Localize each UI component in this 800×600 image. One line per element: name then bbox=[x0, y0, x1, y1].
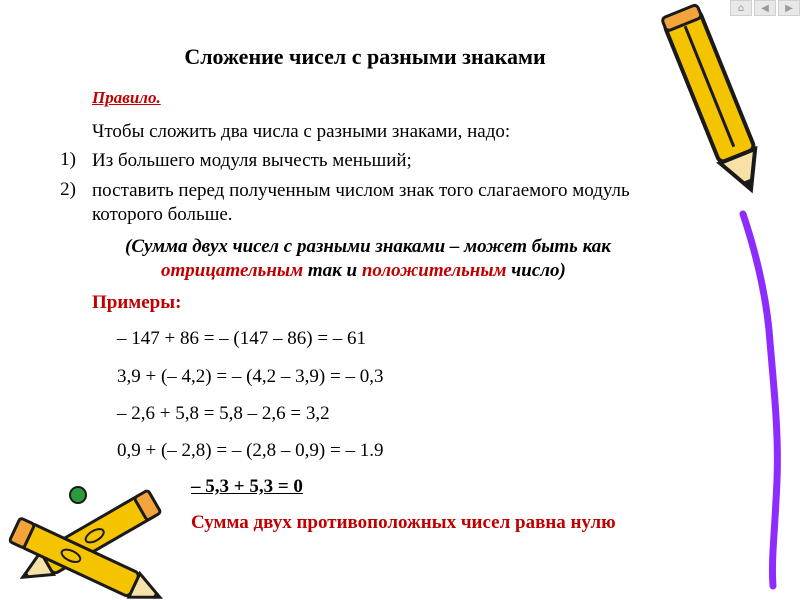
rule-intro: Чтобы сложить два числа с разными знаками, надо: bbox=[92, 121, 511, 142]
step-number: 2) bbox=[60, 179, 76, 200]
rule-heading: Правило. bbox=[92, 88, 161, 107]
note-negative-word: отрицательным bbox=[161, 260, 304, 281]
step-text: поставить перед полученным числом знак того слагаемого модуль bbox=[92, 180, 630, 201]
note-positive-word: положительным bbox=[361, 260, 507, 281]
forward-button[interactable] bbox=[778, 0, 800, 16]
home-icon: ⌂ bbox=[737, 2, 745, 14]
crayon-line-icon bbox=[735, 210, 795, 590]
pencils-bottom-left-icon bbox=[0, 475, 180, 600]
note-connector: так и bbox=[303, 260, 362, 281]
note-line-2 bbox=[161, 260, 566, 282]
page-title: Сложение чисел с разными знаками bbox=[184, 44, 546, 69]
note-line-1: (Сумма двух чисел с разными знаками – может быть как bbox=[125, 236, 611, 257]
forward-icon: ▶ bbox=[785, 2, 793, 14]
example-line: – 147 + 86 = – (147 – 86) = – 61 bbox=[117, 328, 367, 349]
examples-heading: Примеры: bbox=[92, 292, 182, 313]
pencil-top-right-icon bbox=[660, 0, 772, 200]
zero-example: – 5,3 + 5,3 = 0 bbox=[191, 476, 303, 497]
conclusion: Сумма двух противоположных чисел равна нулю bbox=[191, 512, 616, 533]
example-line: – 2,6 + 5,8 = 5,8 – 2,6 = 3,2 bbox=[117, 403, 330, 424]
step-text-continuation: которого больше. bbox=[92, 204, 233, 225]
note-tail: число) bbox=[506, 260, 566, 281]
step-number: 1) bbox=[60, 149, 76, 170]
back-icon: ◀ bbox=[761, 2, 769, 14]
step-text: Из большего модуля вычесть меньший; bbox=[92, 150, 412, 171]
example-line: 3,9 + (– 4,2) = – (4,2 – 3,9) = – 0,3 bbox=[117, 366, 384, 387]
example-line: 0,9 + (– 2,8) = – (2,8 – 0,9) = – 1.9 bbox=[117, 440, 384, 461]
